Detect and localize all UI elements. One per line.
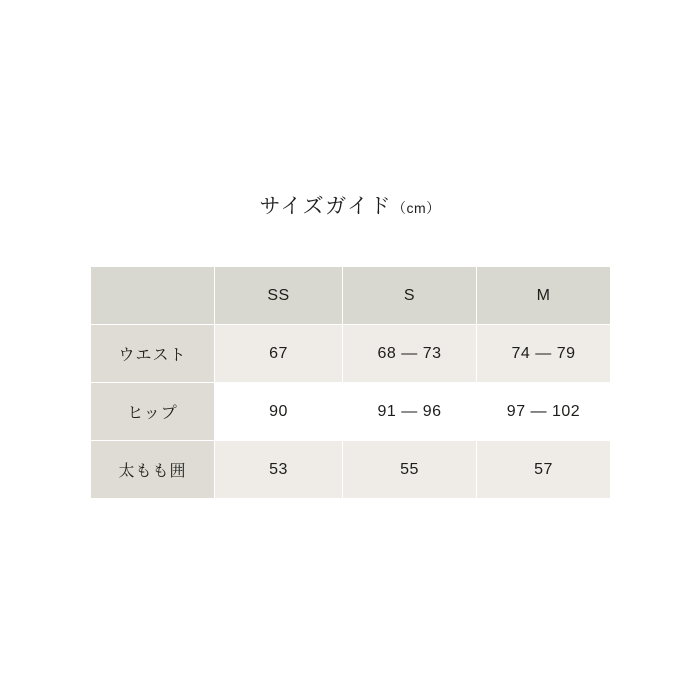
page-title-text: サイズガイド xyxy=(259,195,393,218)
row-label-thigh: 太もも囲 xyxy=(91,441,215,499)
size-table xyxy=(90,266,611,499)
table-body xyxy=(91,325,611,499)
column-header-ss: SS xyxy=(215,267,343,325)
cell-waist-ss: 67 xyxy=(215,325,343,383)
cell-thigh-s: 55 xyxy=(343,441,477,499)
row-label-hip: ヒップ xyxy=(91,383,215,441)
cell-hip-s: 91 — 96 xyxy=(343,383,477,441)
column-header-s: S xyxy=(343,267,477,325)
table-row xyxy=(91,383,611,441)
cell-waist-m: 74 — 79 xyxy=(477,325,611,383)
table-corner-cell xyxy=(91,267,215,325)
cell-thigh-m: 57 xyxy=(477,441,611,499)
table-header-row xyxy=(91,267,611,325)
table-row xyxy=(91,325,611,383)
row-label-waist: ウエスト xyxy=(91,325,215,383)
page-title-unit: （cm） xyxy=(392,200,441,216)
cell-waist-s: 68 — 73 xyxy=(343,325,477,383)
column-header-m: M xyxy=(477,267,611,325)
cell-hip-ss: 90 xyxy=(215,383,343,441)
table-header xyxy=(91,267,611,325)
table-row xyxy=(91,441,611,499)
size-table-container xyxy=(90,266,610,499)
page-title xyxy=(0,190,700,220)
cell-thigh-ss: 53 xyxy=(215,441,343,499)
cell-hip-m: 97 — 102 xyxy=(477,383,611,441)
